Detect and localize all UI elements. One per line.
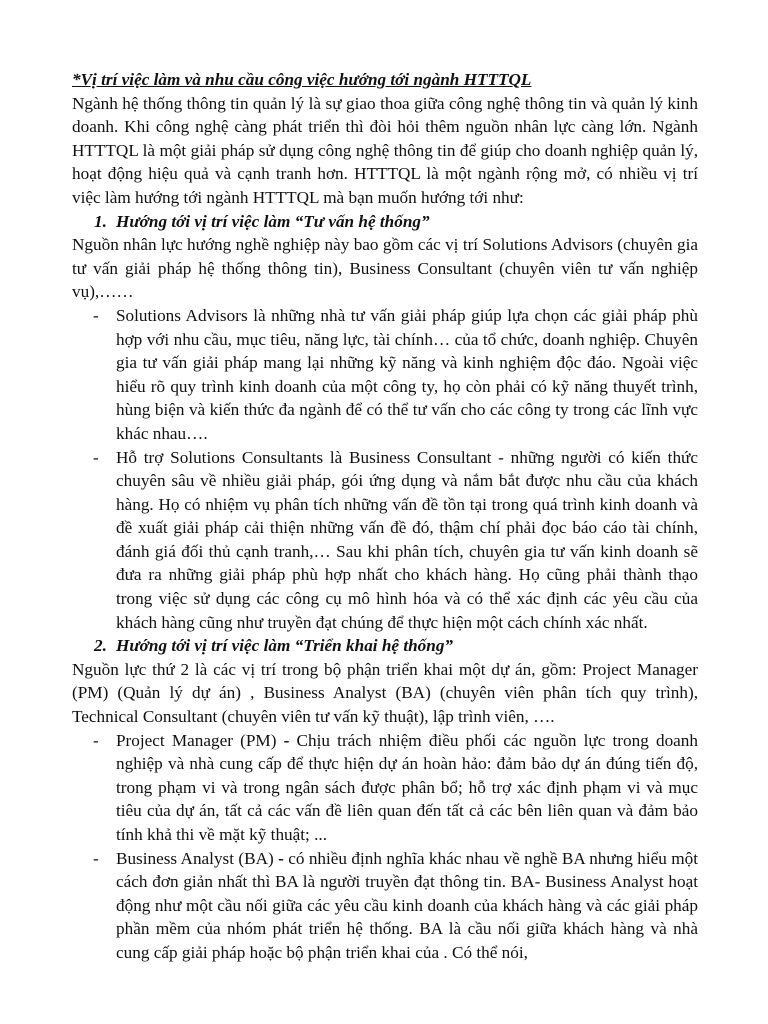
document-page — [72, 68, 698, 965]
list-item — [72, 729, 698, 847]
section-1-heading — [72, 210, 698, 234]
section-1-heading-text: Hướng tới vị trí việc làm “Tư vấn hệ thống” — [116, 211, 430, 231]
list-item — [72, 446, 698, 635]
section-2-heading — [72, 634, 698, 658]
bullet-lead: Business Analyst (BA) — [116, 848, 279, 868]
document-title: *Vị trí việc làm và nhu cầu công việc hướng tới ngành HTTTQL — [72, 70, 532, 89]
intro-paragraph: Ngành hệ thống thông tin quản lý là sự giao thoa giữa công nghệ thông tin và quản lý kinh doanh. Khi công nghệ càng phát triển thì đòi hỏi thêm nguồn nhân lực càng lớn. Ngành HTTTQL là một giải pháp sử dụng công nghệ thông tin để giúp cho doanh nghiệp quản lý, hoạt động hiệu quả và cạnh tranh hơn. HTTTQL là một ngành rộng mở, có nhiều vị trí việc làm hướng tới ngành HTTTQL mà bạn muốn hướng tới như: — [72, 93, 698, 207]
bullet-lead: Project Manager (PM) — [116, 730, 284, 750]
bullet-lead-separator: - — [283, 730, 290, 750]
section-2-number: 2. — [94, 636, 107, 656]
bullet-text: Chịu trách nhiệm điều phối các nguồn lực trong doanh nghiệp và nhà cung cấp để thực hiện dự án hoàn hảo: đảm bảo dự án đúng tiến độ, trong phạm vi và trong ngân sách được phân bổ; hỗ trợ xác định phạm vi và mục tiêu của dự án, tất cả các vấn đề liên quan đến tất cả các bên liên quan và đảm bảo tính khả thi về mặt kỹ thuật; ... — [116, 730, 698, 844]
section-2-heading-text: Hướng tới vị trí việc làm “Triển khai hệ thống” — [116, 636, 454, 656]
bullet-text: Hỗ trợ Solutions Consultants là Business Consultant - những người có kiến thức chuyên sâu về nhiều giải pháp, gói ứng dụng và nắm bắt được nhu cầu của khách hàng. Họ có nhiệm vụ phân tích những vấn đề tồn tại trong quá trình kinh doanh và đề xuất giải pháp cải thiện những vấn đề đó, thậm chí phải đọc báo cáo tài chính, đánh giá đối thủ cạnh tranh,… Sau khi phân tích, chuyên gia tư vấn kinh doanh sẽ đưa ra những giải pháp phù hợp nhất cho khách hàng. Họ cũng phải thành thạo trong việc sử dụng các công cụ mô hình hóa và có thể xác định các yêu cầu của khách hàng cũng như truyền đạt chúng để thực hiện một cách chính xác nhất. — [116, 447, 698, 632]
bullet-dash: - — [93, 447, 99, 467]
bullet-dash: - — [93, 305, 99, 325]
bullet-lead-separator: - — [278, 848, 284, 868]
section-2-bullet-list — [72, 729, 698, 965]
section-2-lead: Nguồn lực thứ 2 là các vị trí trong bộ phận triển khai một dự án, gồm: Project Manager (PM) (Quản lý dự án) , Business Analyst (BA) (chuyên viên phân tích quy trình), Technical Consultant (chuyên viên tư vấn kỹ thuật), lập trình viên, …. — [72, 659, 698, 727]
bullet-dash: - — [93, 848, 99, 868]
section-1-lead: Nguồn nhân lực hướng nghề nghiệp này bao gồm các vị trí Solutions Advisors (chuyên gia tư vấn giải pháp hệ thống thông tin), Business Consultant (chuyên viên tư vấn nghiệp vụ),…… — [72, 235, 698, 302]
bullet-dash: - — [93, 730, 99, 750]
list-item — [72, 304, 698, 446]
bullet-text: có nhiều định nghĩa khác nhau về nghề BA nhưng hiểu một cách đơn giản nhất thì BA là người truyền đạt thông tin. BA- Business Analyst hoạt động như một cầu nối giữa các yêu cầu kinh doanh của khách hàng và các giải pháp phần mềm của nhóm phát triển hệ thống. BA là cầu nối giữa khách hàng và nhà cung cấp giải pháp hoặc bộ phận triển khai của . Có thể nói, — [116, 848, 698, 962]
section-1-bullet-list — [72, 304, 698, 634]
section-1-number: 1. — [94, 211, 107, 231]
bullet-text: Solutions Advisors là những nhà tư vấn giải pháp giúp lựa chọn các giải pháp phù hợp với nhu cầu, mục tiêu, năng lực, tài chính… của tổ chức, doanh nghiệp. Chuyên gia tư vấn giải pháp mang lại những kỹ năng và kinh nghiệm độc đáo. Ngoài việc hiểu rõ quy trình kinh doanh của một công ty, họ còn phải có kỹ năng thuyết trình, hùng biện và kiến thức đa ngành để có thể tư vấn cho các công ty trong các lĩnh vực khác nhau…. — [116, 305, 698, 443]
list-item — [72, 847, 698, 965]
